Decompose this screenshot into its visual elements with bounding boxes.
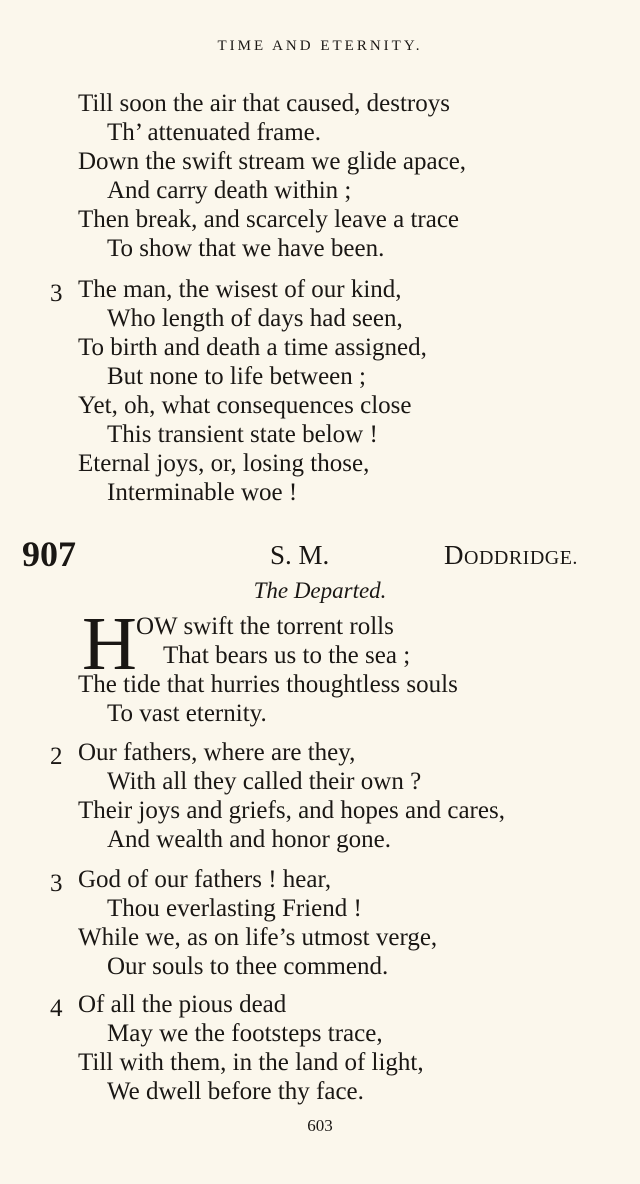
verse-line: May we the footsteps trace,	[107, 1020, 383, 1047]
verse-line: We dwell before thy face.	[107, 1078, 364, 1105]
hymn-author	[444, 540, 578, 571]
verse-line: And carry death within ;	[107, 177, 352, 204]
verse-line: While we, as on life’s utmost verge,	[78, 924, 438, 951]
verse-line: Then break, and scarcely leave a trace	[78, 206, 460, 233]
verse-line: Till with them, in the land of light,	[78, 1049, 424, 1076]
verse-line: And wealth and honor gone.	[107, 826, 391, 853]
author-rest: ODDRIDGE.	[464, 547, 578, 569]
author-initial: D	[444, 540, 464, 570]
verse-line: The tide that hurries thoughtless souls	[78, 671, 458, 698]
verse-line: To vast eternity.	[107, 700, 267, 727]
verse-line: God of our fathers ! hear,	[78, 866, 332, 893]
verse-line: Of all the pious dead	[78, 991, 287, 1018]
verse-line: Down the swift stream we glide apace,	[78, 148, 467, 175]
verse-line: Their joys and griefs, and hopes and cares,	[78, 797, 505, 824]
verse-line: Interminable woe !	[107, 479, 298, 506]
verse-line: Eternal joys, or, losing those,	[78, 450, 370, 477]
page-number: 603	[307, 1116, 333, 1135]
verse-line: OW swift the torrent rolls	[136, 613, 394, 640]
hymn-meter: S. M.	[270, 540, 330, 570]
verse-line: But none to life between ;	[107, 363, 366, 390]
verse-line: Yet, oh, what consequences close	[78, 392, 412, 419]
verse-line: Our fathers, where are they,	[78, 739, 356, 766]
stanza-number: 3	[50, 870, 63, 897]
verse-line: Our souls to thee commend.	[107, 953, 389, 980]
verse-line: Till soon the air that caused, destroys	[78, 90, 450, 117]
stanza-number: 2	[50, 743, 63, 770]
verse-line: Th’ attenuated frame.	[107, 119, 322, 146]
verse-line: The man, the wisest of our kind,	[78, 276, 402, 303]
running-header: TIME AND ETERNITY.	[217, 38, 423, 54]
stanza-number: 4	[50, 995, 63, 1022]
drop-cap: H	[82, 602, 137, 686]
hymn-number: 907	[22, 534, 76, 574]
verse-line: With all they called their own ?	[107, 768, 422, 795]
verse-line: To show that we have been.	[107, 235, 385, 262]
verse-line: To birth and death a time assigned,	[78, 334, 427, 361]
verse-line: This transient state below !	[107, 421, 378, 448]
verse-line: That bears us to the sea ;	[163, 642, 411, 669]
stanza-number: 3	[50, 280, 63, 307]
hymn-title: The Departed.	[253, 578, 387, 603]
verse-line: Who length of days had seen,	[107, 305, 403, 332]
verse-line: Thou everlasting Friend !	[107, 895, 362, 922]
